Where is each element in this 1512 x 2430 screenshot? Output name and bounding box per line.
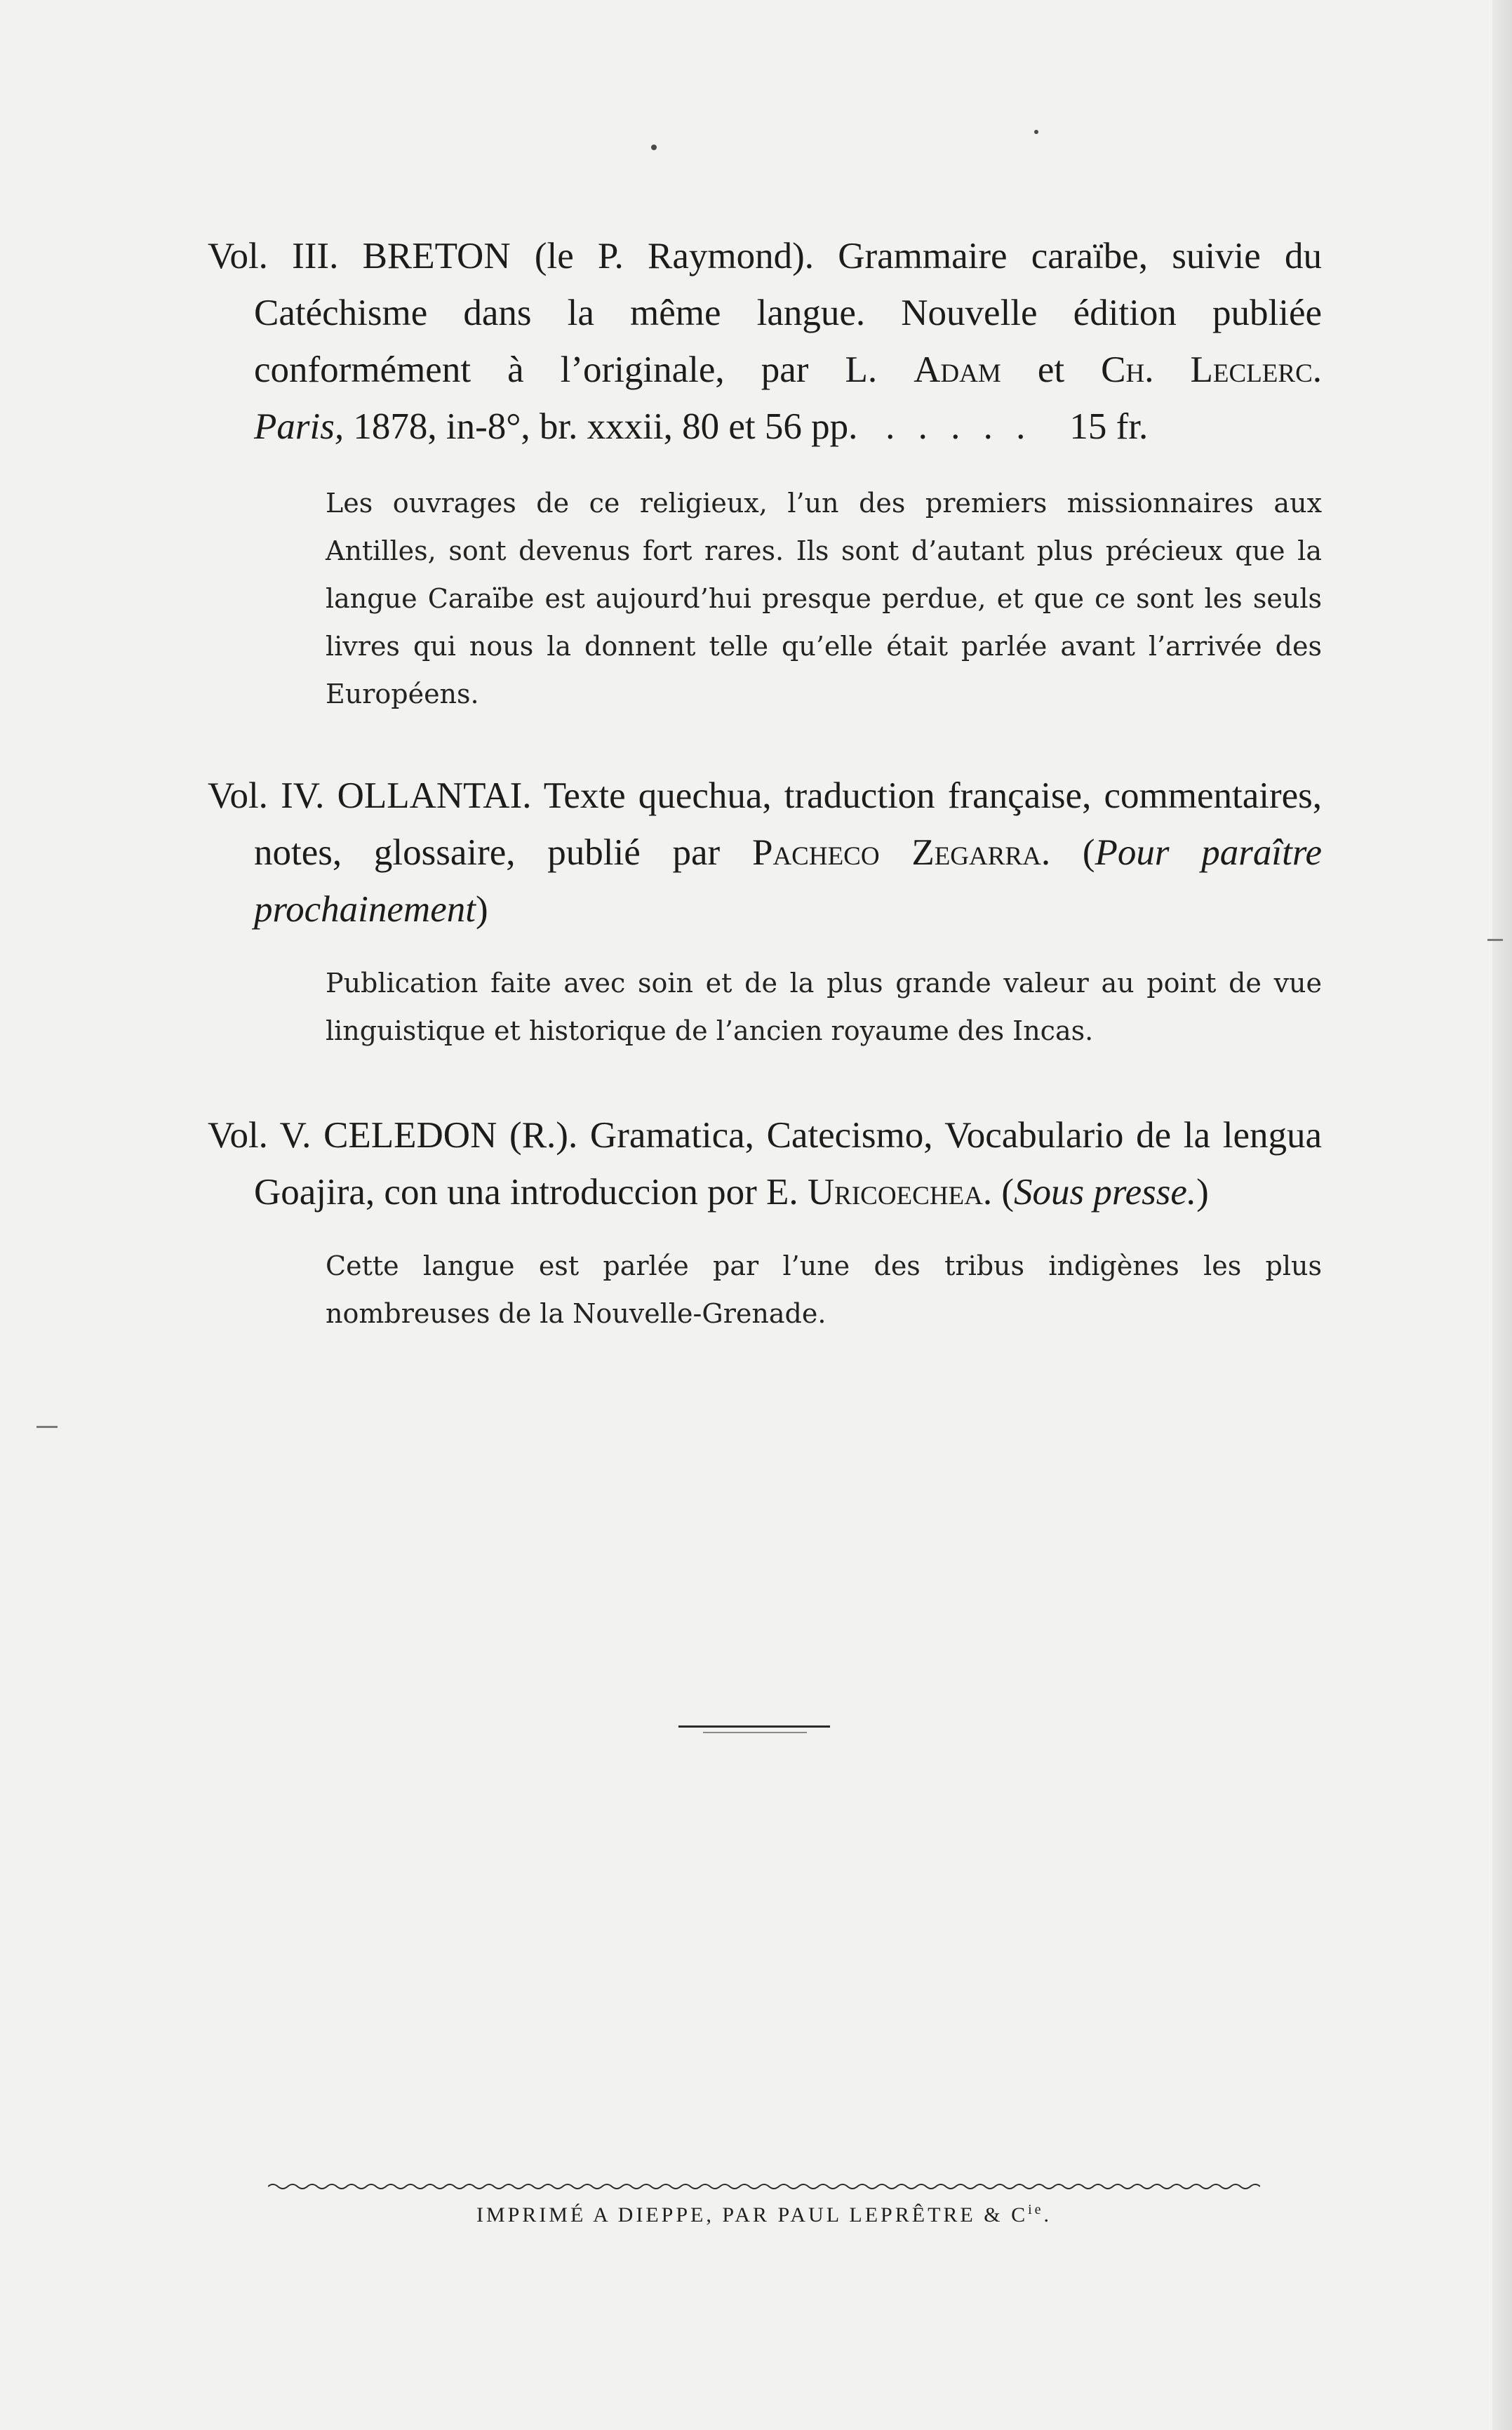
entry-author: BRETON (le P. Raymond). xyxy=(362,236,814,276)
publication-details: 1878, in-8°, br. xxxii, 80 et 56 pp. xyxy=(344,406,858,447)
entry-vol-4 xyxy=(208,768,1322,1055)
entry-title: Grammaire caraïbe, suivie du Catéchisme dans la même langue. Nouvelle édition publiée conformément à l’originale, par L. xyxy=(254,236,1323,390)
imprint-punct: . xyxy=(1043,2203,1052,2227)
entry-heading xyxy=(208,228,1322,455)
wavy-rule xyxy=(268,2181,1260,2192)
entry-note: Cette langue est parlée par l’une des tribus indigènes les plus nombreuses de la Nouvelle-Grenade. xyxy=(326,1250,1322,1329)
entry-punct: . xyxy=(1312,349,1322,390)
editor-name: Pacheco Zegarra xyxy=(751,832,1041,873)
entry-vol-3 xyxy=(208,228,1322,718)
section-rule-thin xyxy=(703,1732,807,1733)
editor-name: Adam xyxy=(914,349,1001,390)
volume-number: Vol. V. xyxy=(208,1115,312,1156)
entry-author: CELEDON (R.). xyxy=(323,1115,578,1156)
imprint-text: IMPRIMÉ A DIEPPE, PAR PAUL LEPRÊTRE & C xyxy=(476,2203,1029,2227)
editor-name: Ch. Leclerc xyxy=(1101,349,1313,390)
entry-heading xyxy=(208,1107,1322,1221)
price: 15 fr. xyxy=(1069,406,1149,447)
entry-note: Les ouvrages de ce religieux, l’un des premiers missionnaires aux Antilles, sont devenus fort rares. Ils sont d’autant plus précieux que la langue Caraïbe est aujourd’hui presque perdue, et que ce sont les seuls livres qui nous la donnent telle qu’elle était parlée avant l’arrivée des Européens. xyxy=(326,488,1322,709)
publication-status: Sous presse. xyxy=(1014,1172,1197,1213)
entry-punct: ) xyxy=(1196,1172,1209,1213)
publication-place: Paris, xyxy=(254,406,344,447)
page-edge-shadow xyxy=(1492,0,1512,2430)
ink-speck xyxy=(651,145,657,150)
publication-status: Pour paraître prochainement xyxy=(254,832,1323,930)
volume-number: Vol. III. xyxy=(208,236,339,276)
entry-punct: . ( xyxy=(1041,832,1095,873)
ink-speck xyxy=(1034,130,1038,134)
entry-title: Gramatica, Catecismo, Vocabulario de la lengua Goajira, con una introduccion por E. xyxy=(254,1115,1323,1213)
printer-imprint xyxy=(268,2202,1260,2227)
section-rule xyxy=(678,1725,830,1728)
margin-mark xyxy=(36,1426,58,1428)
margin-mark xyxy=(1487,939,1503,941)
entry-vol-5 xyxy=(208,1107,1322,1337)
entry-punct: . ( xyxy=(982,1172,1015,1213)
entry-heading xyxy=(208,768,1322,938)
entry-note: Publication faite avec soin et de la plus grande valeur au point de vue linguistique et historique de l’ancien royaume des Incas. xyxy=(326,968,1322,1046)
imprint-superscript: ie xyxy=(1028,2202,1044,2217)
entry-conjunction: et xyxy=(1001,349,1102,390)
editor-name: Uricoechea xyxy=(807,1172,983,1213)
entry-author: OLLANTAI. xyxy=(337,775,532,816)
entry-punct: ) xyxy=(475,889,488,930)
volume-number: Vol. IV. xyxy=(208,775,325,816)
entry-title: Texte quechua, traduction française, commentaires, notes, glossaire, publié par xyxy=(254,775,1323,873)
dot-leader: . . . . . xyxy=(885,406,1033,447)
